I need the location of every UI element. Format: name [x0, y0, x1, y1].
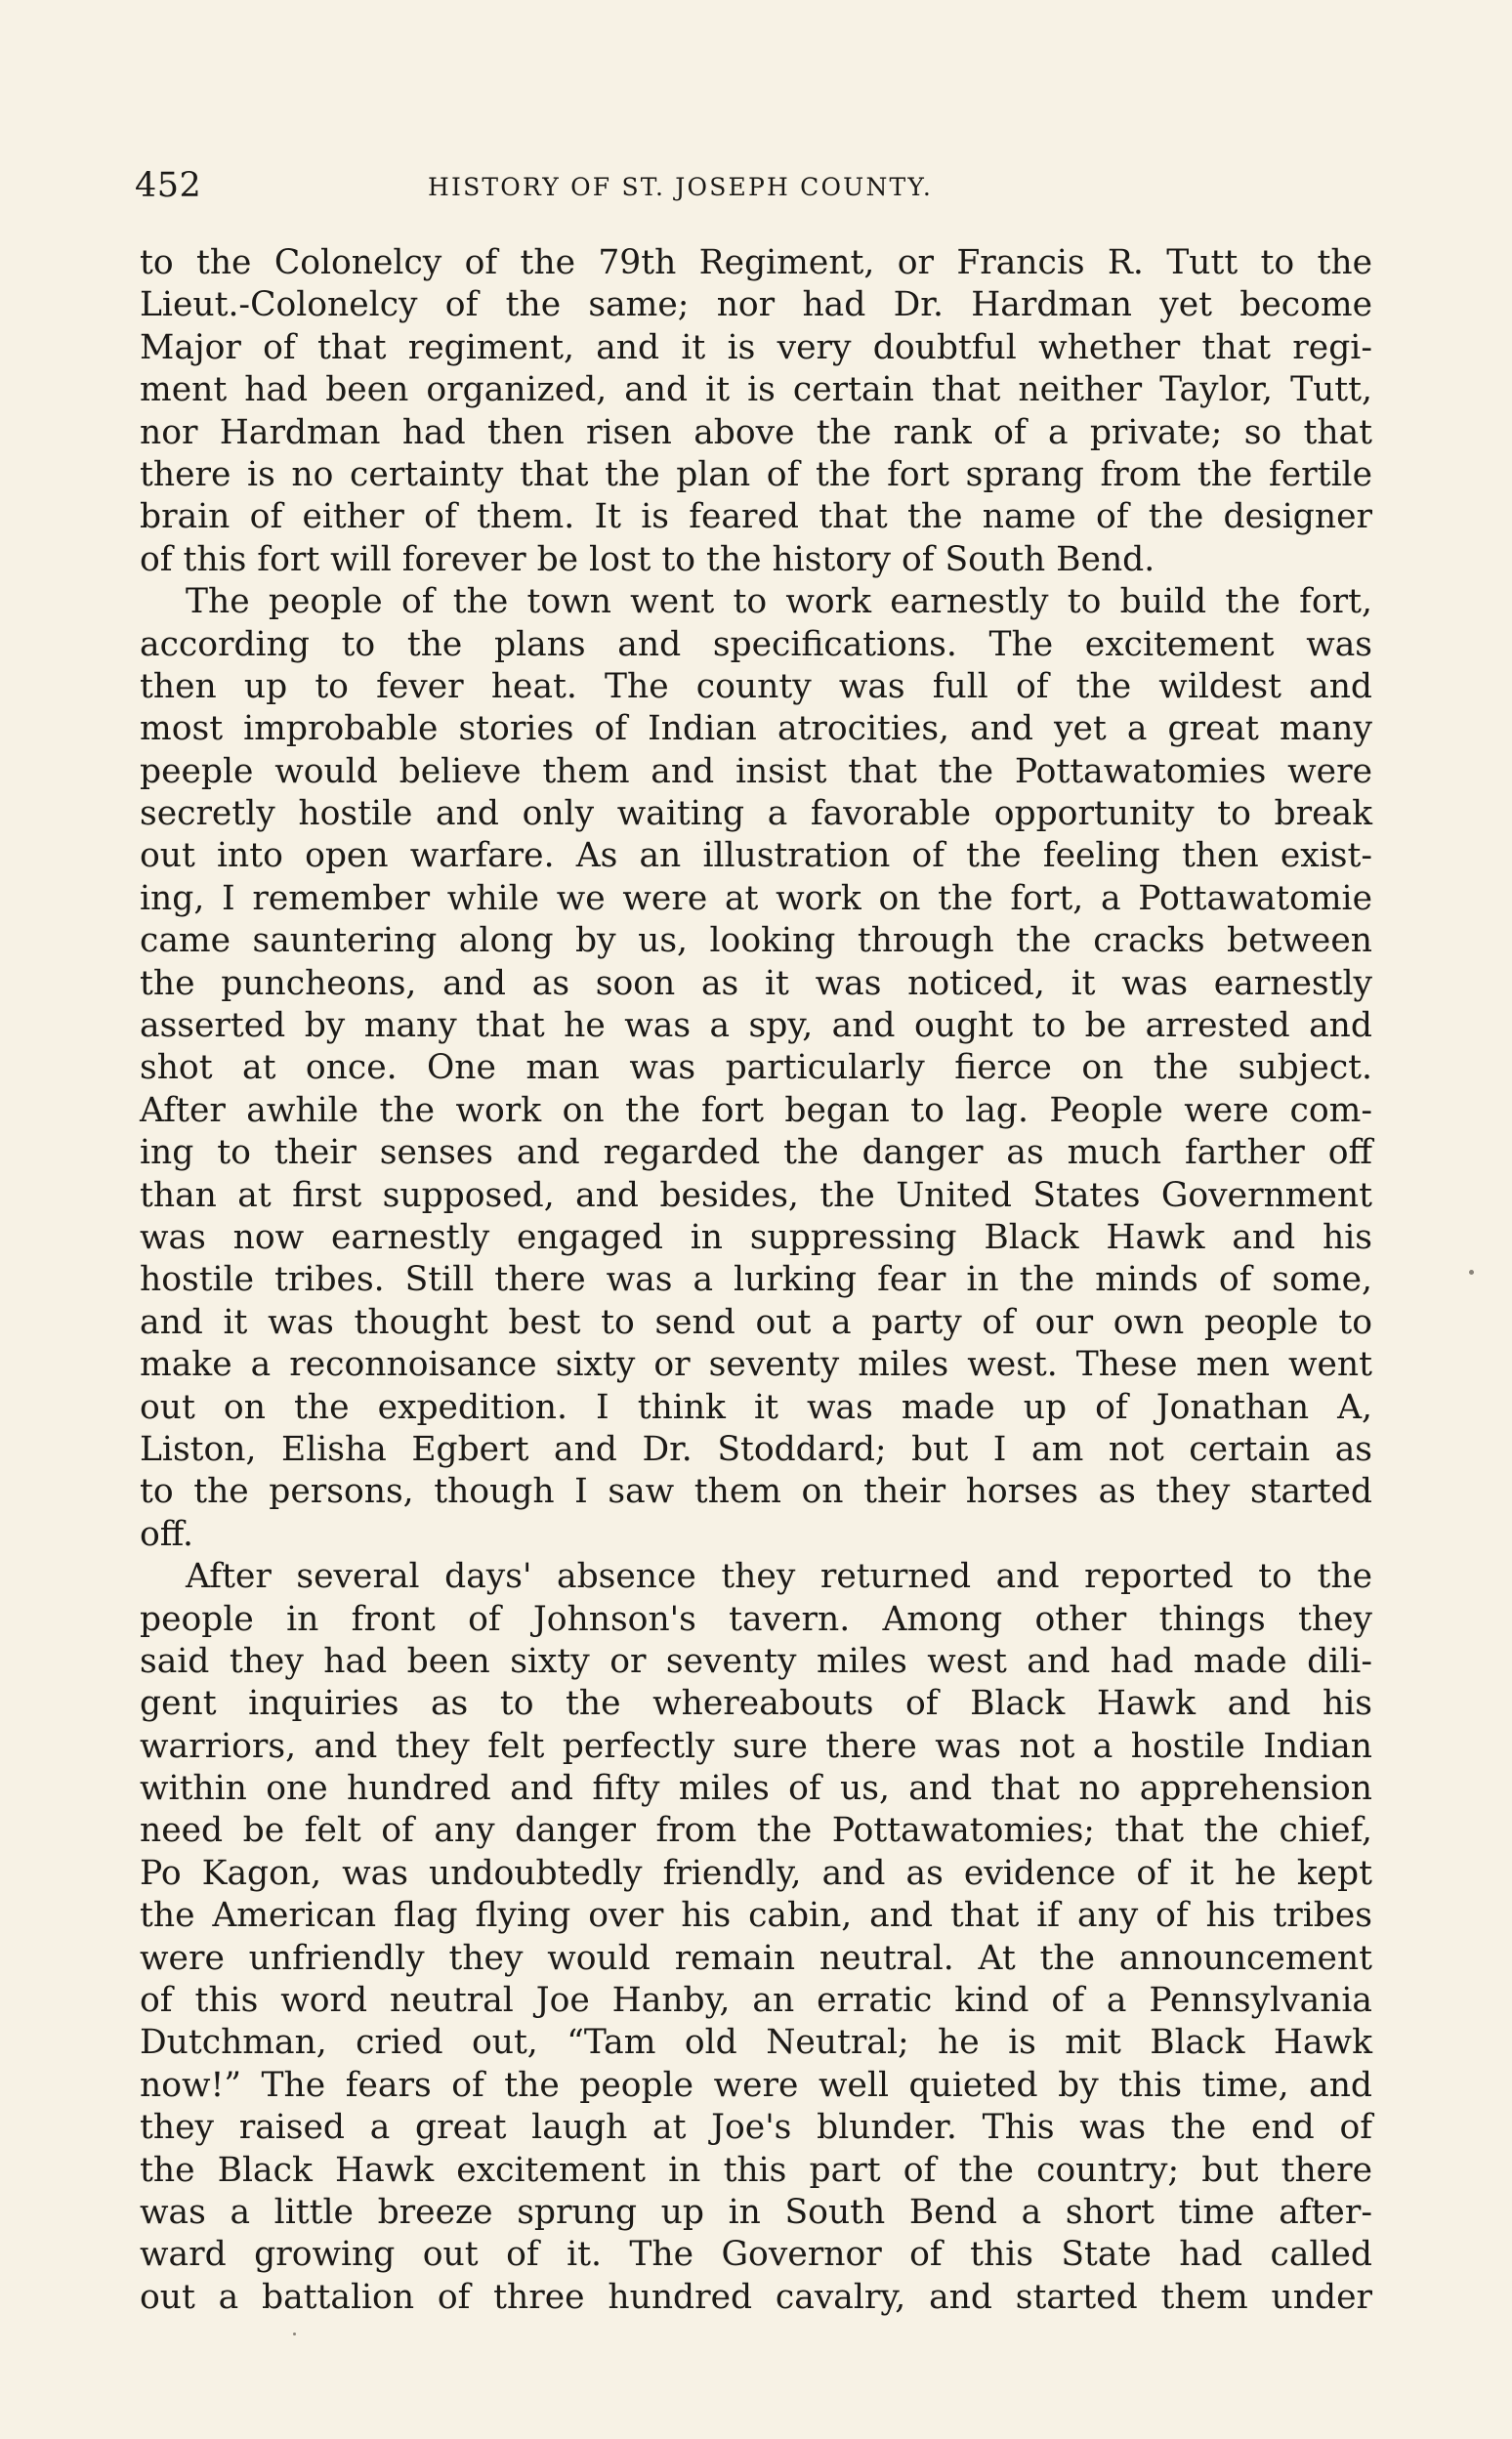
- text-line: ward growing out of it. The Governor of this State had called: [140, 2235, 1372, 2275]
- text-line: there is no certainty that the plan of the fort sprang from the fertile: [140, 454, 1372, 494]
- text-line: now!” The fears of the people were well quieted by this time, and: [140, 2065, 1372, 2105]
- text-line: secretly hostile and only waiting a favorable opportunity to break: [140, 794, 1372, 834]
- text-line: Major of that regiment, and it is very doubtful whether that regi-: [140, 327, 1372, 367]
- text-line: the American flag flying over his cabin, and that if any of his tribes: [140, 1896, 1372, 1936]
- paragraph-start-line: After several days' absence they returned and reported to the: [186, 1557, 1372, 1597]
- text-line: out a battalion of three hundred cavalry, and started them under: [140, 2277, 1372, 2317]
- text-line: were unfriendly they would remain neutral. At the announcement: [140, 1938, 1372, 1978]
- text-line: than at first supposed, and besides, the United States Government: [140, 1175, 1372, 1215]
- paper-speck: [1469, 1270, 1474, 1275]
- text-line: need be felt of any danger from the Pottawatomies; that the chief,: [140, 1811, 1372, 1851]
- text-line: off.: [140, 1514, 194, 1554]
- text-line: warriors, and they felt perfectly sure there was not a hostile Indian: [140, 1726, 1372, 1766]
- text-line: Dutchman, cried out, “Tam old Neutral; he is mit Black Hawk: [140, 2023, 1372, 2063]
- text-line: people in front of Johnson's tavern. Among other things they: [140, 1599, 1372, 1639]
- text-line: was a little breeze sprung up in South Bend a short time after-: [140, 2192, 1372, 2232]
- text-line: of this word neutral Joe Hanby, an erratic kind of a Pennsylvania: [140, 1981, 1372, 2021]
- text-line: and it was thought best to send out a party of our own people to: [140, 1302, 1372, 1342]
- text-line: the Black Hawk excitement in this part of the country; but there: [140, 2150, 1372, 2190]
- text-line: Lieut.-Colonelcy of the same; nor had Dr. Hardman yet become: [140, 285, 1372, 325]
- text-line: shot at once. One man was particularly fierce on the subject.: [140, 1048, 1372, 1088]
- text-line: out on the expedition. I think it was made up of Jonathan A,: [140, 1387, 1372, 1427]
- page-number: 452: [135, 166, 202, 205]
- text-line: asserted by many that he was a spy, and ought to be arrested and: [140, 1006, 1372, 1046]
- text-line: After awhile the work on the fort began to lag. People were com-: [140, 1090, 1372, 1130]
- text-line: out into open warfare. As an illustration of the feeling then exist-: [140, 836, 1372, 876]
- text-line: gent inquiries as to the whereabouts of Black Hawk and his: [140, 1684, 1372, 1724]
- text-line: ing, I remember while we were at work on the fort, a Pottawatomie: [140, 878, 1372, 918]
- running-title: HISTORY OF ST. JOSEPH COUNTY.: [428, 173, 934, 201]
- text-line: came sauntering along by us, looking through the cracks between: [140, 921, 1372, 961]
- text-line: said they had been sixty or seventy miles west and had made dili-: [140, 1641, 1372, 1681]
- text-line: to the Colonelcy of the 79th Regiment, or Francis R. Tutt to the: [140, 243, 1372, 282]
- text-line: peeple would believe them and insist that the Pottawatomies were: [140, 751, 1372, 791]
- text-line: they raised a great laugh at Joe's blunder. This was the end of: [140, 2108, 1372, 2148]
- text-line: within one hundred and fifty miles of us, and that no apprehension: [140, 1769, 1372, 1809]
- text-line: to the persons, though I saw them on their horses as they started: [140, 1472, 1372, 1512]
- text-line: Liston, Elisha Egbert and Dr. Stoddard; but I am not certain as: [140, 1429, 1372, 1469]
- text-line: make a reconnoisance sixty or seventy miles west. These men went: [140, 1345, 1372, 1385]
- text-line: ment had been organized, and it is certain that neither Taylor, Tutt,: [140, 370, 1372, 410]
- text-line: most improbable stories of Indian atrocities, and yet a great many: [140, 709, 1372, 749]
- paper-speck: [293, 2333, 296, 2335]
- text-line: hostile tribes. Still there was a lurking fear in the minds of some,: [140, 1260, 1372, 1300]
- page-header: [135, 164, 1375, 207]
- text-line: nor Hardman had then risen above the rank of a private; so that: [140, 412, 1372, 452]
- text-line: ing to their senses and regarded the danger as much farther off: [140, 1133, 1372, 1173]
- text-line: brain of either of them. It is feared that the name of the designer: [140, 497, 1372, 537]
- text-line: then up to fever heat. The county was full of the wildest and: [140, 666, 1372, 706]
- paragraph-start-line: The people of the town went to work earnestly to build the fort,: [186, 582, 1372, 622]
- text-line: was now earnestly engaged in suppressing Black Hawk and his: [140, 1217, 1372, 1257]
- body-text: [140, 242, 1372, 2319]
- text-line: Po Kagon, was undoubtedly friendly, and as evidence of it he kept: [140, 1853, 1372, 1893]
- text-line: of this fort will forever be lost to the history of South Bend.: [140, 539, 1155, 579]
- text-line: the puncheons, and as soon as it was noticed, it was earnestly: [140, 963, 1372, 1003]
- text-line: according to the plans and specifications. The excitement was: [140, 624, 1372, 664]
